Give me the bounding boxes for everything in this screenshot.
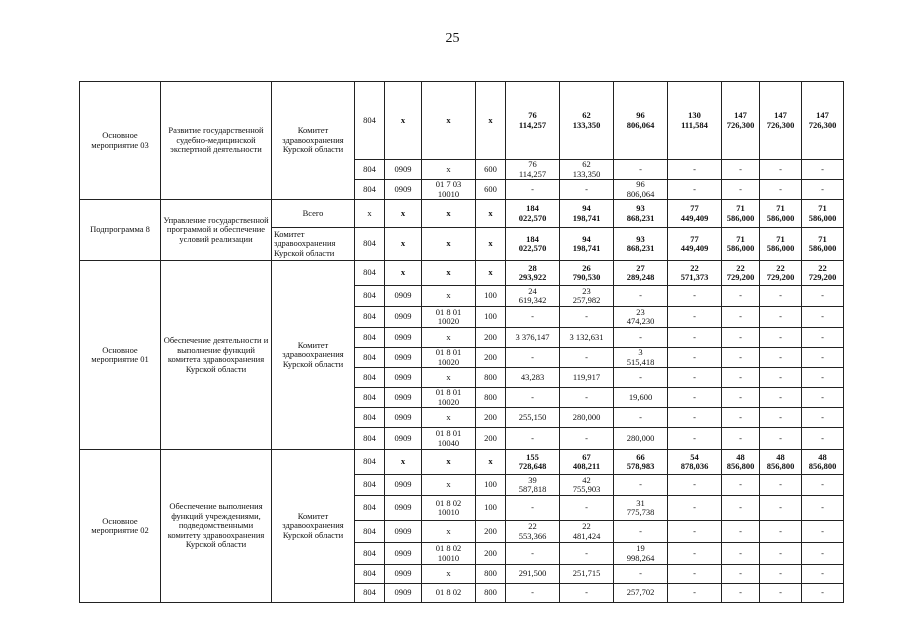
table-cell: 0909: [385, 160, 422, 180]
table-cell: -: [802, 543, 844, 565]
table-cell: -: [802, 180, 844, 200]
table-cell: Всего: [272, 200, 355, 228]
table-cell: -: [802, 328, 844, 348]
table-cell: 804: [355, 328, 385, 348]
table-cell: 01 8 01 10020: [422, 348, 476, 368]
table-cell: 96 806,064: [614, 82, 668, 160]
table-cell: -: [802, 408, 844, 428]
table-cell: -: [560, 584, 614, 603]
table-cell: 200: [476, 408, 506, 428]
table-cell: Комитет здравоохранения Курской области: [272, 450, 355, 603]
table-cell: 71 586,000: [760, 200, 802, 228]
table-cell: 76 114,257: [506, 160, 560, 180]
table-cell: 26 790,530: [560, 261, 614, 286]
table-cell: 100: [476, 307, 506, 328]
table-cell: 62 133,350: [560, 82, 614, 160]
table-cell: 0909: [385, 286, 422, 307]
table-cell: -: [722, 565, 760, 584]
table-cell: 804: [355, 180, 385, 200]
table-cell: 3 515,418: [614, 348, 668, 368]
table-cell: х: [422, 368, 476, 388]
table-cell: 184 022,570: [506, 200, 560, 228]
table-cell: -: [614, 368, 668, 388]
table-cell: -: [760, 428, 802, 450]
table-cell: -: [668, 475, 722, 496]
table-cell: -: [722, 496, 760, 521]
table-cell: -: [668, 584, 722, 603]
table-cell: -: [506, 348, 560, 368]
table-row: [80, 261, 844, 286]
table-cell: -: [760, 521, 802, 543]
table-cell: -: [668, 521, 722, 543]
table-cell: 804: [355, 543, 385, 565]
table-cell: 71 586,000: [802, 200, 844, 228]
table-cell: -: [760, 565, 802, 584]
table-cell: 77 449,409: [668, 200, 722, 228]
table-cell: 0909: [385, 180, 422, 200]
table-cell: 280,000: [560, 408, 614, 428]
table-cell: Комитет здравоохранения Курской области: [272, 228, 355, 261]
table-cell: -: [722, 543, 760, 565]
table-cell: -: [668, 428, 722, 450]
table-cell: 94 198,741: [560, 228, 614, 261]
table-cell: -: [760, 475, 802, 496]
table-cell: 600: [476, 180, 506, 200]
table-cell: Развитие государственной судебно-медицинской экспертной деятельности: [161, 82, 272, 200]
table-cell: 804: [355, 368, 385, 388]
table-cell: -: [614, 286, 668, 307]
table-cell: х: [422, 228, 476, 261]
table-cell: х: [422, 565, 476, 584]
table-cell: 27 289,248: [614, 261, 668, 286]
table-cell: 22 729,200: [802, 261, 844, 286]
table-cell: 71 586,000: [722, 228, 760, 261]
table-cell: 48 856,800: [802, 450, 844, 475]
table-cell: -: [668, 160, 722, 180]
table-cell: 804: [355, 496, 385, 521]
table-cell: 93 868,231: [614, 228, 668, 261]
table-cell: 43,283: [506, 368, 560, 388]
table-cell: -: [802, 496, 844, 521]
table-cell: 0909: [385, 328, 422, 348]
table-cell: 19 998,264: [614, 543, 668, 565]
table-cell: -: [560, 428, 614, 450]
table-cell: х: [422, 82, 476, 160]
table-cell: 804: [355, 475, 385, 496]
table-cell: -: [614, 328, 668, 348]
table-cell: -: [560, 543, 614, 565]
table-cell: 31 775,738: [614, 496, 668, 521]
table-cell: 804: [355, 565, 385, 584]
table-cell: -: [802, 160, 844, 180]
table-cell: -: [722, 368, 760, 388]
table-cell: -: [722, 408, 760, 428]
table-row: [80, 200, 844, 228]
table-cell: 804: [355, 450, 385, 475]
table-cell: -: [506, 428, 560, 450]
table-cell: -: [760, 496, 802, 521]
table-cell: 22 729,200: [722, 261, 760, 286]
table-cell: -: [760, 286, 802, 307]
table-cell: -: [722, 180, 760, 200]
table-cell: -: [506, 180, 560, 200]
table-cell: Подпрограмма 8: [80, 200, 161, 261]
table-cell: 93 868,231: [614, 200, 668, 228]
table-cell: 804: [355, 428, 385, 450]
table-cell: 100: [476, 286, 506, 307]
table-cell: х: [476, 228, 506, 261]
table-cell: -: [760, 307, 802, 328]
table-cell: -: [802, 388, 844, 408]
table-cell: 71 586,000: [760, 228, 802, 261]
table-cell: х: [385, 450, 422, 475]
table-cell: -: [722, 307, 760, 328]
budget-table: [79, 81, 844, 603]
table-cell: 77 449,409: [668, 228, 722, 261]
table-cell: 54 878,036: [668, 450, 722, 475]
table-cell: 71 586,000: [802, 228, 844, 261]
table-cell: х: [422, 160, 476, 180]
table-cell: х: [422, 261, 476, 286]
table-cell: 94 198,741: [560, 200, 614, 228]
table-cell: -: [760, 348, 802, 368]
table-cell: 67 408,211: [560, 450, 614, 475]
table-cell: Основное мероприятие 01: [80, 261, 161, 450]
table-cell: 01 8 01 10020: [422, 388, 476, 408]
table-cell: -: [668, 388, 722, 408]
table-cell: х: [476, 82, 506, 160]
table-cell: 01 8 02 10010: [422, 543, 476, 565]
table-cell: 800: [476, 368, 506, 388]
table-cell: 01 8 01 10020: [422, 307, 476, 328]
table-cell: 200: [476, 428, 506, 450]
table-cell: 42 755,903: [560, 475, 614, 496]
table-cell: -: [668, 368, 722, 388]
table-cell: -: [722, 328, 760, 348]
table-cell: 804: [355, 160, 385, 180]
table-cell: 96 806,064: [614, 180, 668, 200]
table-cell: 24 619,342: [506, 286, 560, 307]
table-cell: 22 729,200: [760, 261, 802, 286]
table-cell: -: [802, 368, 844, 388]
table-cell: 48 856,800: [722, 450, 760, 475]
table-cell: -: [668, 496, 722, 521]
table-cell: -: [760, 408, 802, 428]
table-cell: х: [422, 475, 476, 496]
table-cell: -: [722, 286, 760, 307]
table-cell: х: [422, 521, 476, 543]
table-cell: 200: [476, 543, 506, 565]
table-cell: -: [722, 584, 760, 603]
table-cell: -: [506, 307, 560, 328]
table-cell: 147 726,300: [760, 82, 802, 160]
table-cell: -: [560, 496, 614, 521]
table-cell: х: [422, 200, 476, 228]
table-cell: 28 293,922: [506, 261, 560, 286]
table-cell: -: [614, 160, 668, 180]
table-cell: 130 111,584: [668, 82, 722, 160]
table-cell: -: [668, 543, 722, 565]
table-cell: Обеспечение выполнения функций учреждениями, подведомственными комитету здравоохранения Курской области: [161, 450, 272, 603]
table-cell: -: [722, 475, 760, 496]
table-cell: -: [760, 328, 802, 348]
table-cell: 255,150: [506, 408, 560, 428]
table-cell: 800: [476, 565, 506, 584]
table-cell: 251,715: [560, 565, 614, 584]
table-cell: 0909: [385, 428, 422, 450]
table-cell: -: [614, 521, 668, 543]
table-cell: Основное мероприятие 02: [80, 450, 161, 603]
table-cell: 804: [355, 388, 385, 408]
table-cell: х: [422, 450, 476, 475]
table-cell: 3 132,631: [560, 328, 614, 348]
table-cell: х: [422, 286, 476, 307]
table-cell: 71 586,000: [722, 200, 760, 228]
table-cell: 280,000: [614, 428, 668, 450]
table-cell: 0909: [385, 368, 422, 388]
table-cell: 147 726,300: [722, 82, 760, 160]
table-cell: 01 8 02 10010: [422, 496, 476, 521]
table-cell: -: [760, 180, 802, 200]
table-cell: 01 8 02: [422, 584, 476, 603]
table-cell: -: [722, 428, 760, 450]
table-cell: -: [668, 180, 722, 200]
page-number: 25: [445, 31, 460, 46]
table-cell: -: [614, 408, 668, 428]
table-cell: -: [668, 286, 722, 307]
table-cell: -: [668, 565, 722, 584]
table-cell: х: [476, 261, 506, 286]
table-cell: 22 553,366: [506, 521, 560, 543]
table-cell: 0909: [385, 496, 422, 521]
table-cell: 100: [476, 475, 506, 496]
table-cell: 3 376,147: [506, 328, 560, 348]
table-cell: 76 114,257: [506, 82, 560, 160]
table-cell: 200: [476, 348, 506, 368]
table-cell: х: [476, 450, 506, 475]
table-cell: 23 257,982: [560, 286, 614, 307]
table-cell: -: [722, 388, 760, 408]
table-cell: 22 481,424: [560, 521, 614, 543]
table-body: [80, 82, 844, 603]
table-cell: 66 578,983: [614, 450, 668, 475]
table-cell: 155 728,648: [506, 450, 560, 475]
table-cell: 0909: [385, 475, 422, 496]
table-cell: -: [760, 543, 802, 565]
table-cell: -: [560, 307, 614, 328]
table-cell: Основное мероприятие 03: [80, 82, 161, 200]
table-cell: -: [802, 565, 844, 584]
table-cell: -: [506, 388, 560, 408]
table-cell: -: [802, 584, 844, 603]
table-cell: 62 133,350: [560, 160, 614, 180]
table-cell: 804: [355, 521, 385, 543]
table-cell: -: [722, 160, 760, 180]
table-cell: -: [802, 428, 844, 450]
table-cell: х: [385, 228, 422, 261]
table-cell: -: [506, 543, 560, 565]
table-cell: 804: [355, 228, 385, 261]
table-cell: 0909: [385, 408, 422, 428]
table-cell: -: [668, 328, 722, 348]
table-cell: -: [802, 307, 844, 328]
table-cell: -: [560, 348, 614, 368]
table-cell: 22 571,373: [668, 261, 722, 286]
table-row: [80, 450, 844, 475]
table-cell: х: [385, 261, 422, 286]
table-cell: -: [760, 388, 802, 408]
table-cell: 804: [355, 82, 385, 160]
table-cell: 0909: [385, 565, 422, 584]
table-cell: 19,600: [614, 388, 668, 408]
table-cell: Управление государственной программой и обеспечение условий реализации: [161, 200, 272, 261]
table-cell: -: [802, 286, 844, 307]
table-cell: 291,500: [506, 565, 560, 584]
table-cell: 804: [355, 408, 385, 428]
table-cell: -: [560, 180, 614, 200]
table-cell: 804: [355, 348, 385, 368]
table-cell: х: [385, 82, 422, 160]
table-row: [80, 82, 844, 160]
table-cell: -: [722, 348, 760, 368]
table-cell: х: [476, 200, 506, 228]
table-cell: 257,702: [614, 584, 668, 603]
table-cell: 800: [476, 584, 506, 603]
table-cell: 184 022,570: [506, 228, 560, 261]
table-cell: 01 7 03 10010: [422, 180, 476, 200]
table-cell: Комитет здравоохранения Курской области: [272, 82, 355, 200]
table-cell: -: [802, 348, 844, 368]
table-cell: -: [760, 160, 802, 180]
table-cell: -: [722, 521, 760, 543]
table-cell: -: [668, 307, 722, 328]
table-cell: 0909: [385, 521, 422, 543]
table-cell: -: [668, 348, 722, 368]
table-cell: х: [422, 408, 476, 428]
table-cell: -: [614, 565, 668, 584]
table-cell: х: [385, 200, 422, 228]
table-cell: х: [355, 200, 385, 228]
table-cell: 39 587,818: [506, 475, 560, 496]
table-cell: -: [802, 475, 844, 496]
table-cell: 804: [355, 261, 385, 286]
table-cell: 800: [476, 388, 506, 408]
table-cell: -: [614, 475, 668, 496]
table-cell: 100: [476, 496, 506, 521]
table-cell: 804: [355, 286, 385, 307]
table-cell: -: [668, 408, 722, 428]
table-cell: 200: [476, 328, 506, 348]
table-cell: -: [760, 368, 802, 388]
table-cell: 804: [355, 584, 385, 603]
table-cell: 48 856,800: [760, 450, 802, 475]
table-cell: -: [560, 388, 614, 408]
table-cell: -: [506, 496, 560, 521]
table-cell: 600: [476, 160, 506, 180]
table-cell: 0909: [385, 348, 422, 368]
table-cell: 147 726,300: [802, 82, 844, 160]
table-cell: 0909: [385, 584, 422, 603]
table-cell: 119,917: [560, 368, 614, 388]
table-cell: 0909: [385, 307, 422, 328]
table-cell: -: [760, 584, 802, 603]
table-cell: -: [506, 584, 560, 603]
table-cell: -: [802, 521, 844, 543]
table-cell: 200: [476, 521, 506, 543]
table-cell: Обеспечение деятельности и выполнение функций комитета здравоохранения Курской области: [161, 261, 272, 450]
table-cell: 0909: [385, 543, 422, 565]
table-cell: 0909: [385, 388, 422, 408]
table-cell: 804: [355, 307, 385, 328]
table-cell: х: [422, 328, 476, 348]
table-cell: 01 8 01 10040: [422, 428, 476, 450]
table-cell: Комитет здравоохранения Курской области: [272, 261, 355, 450]
table-cell: 23 474,230: [614, 307, 668, 328]
